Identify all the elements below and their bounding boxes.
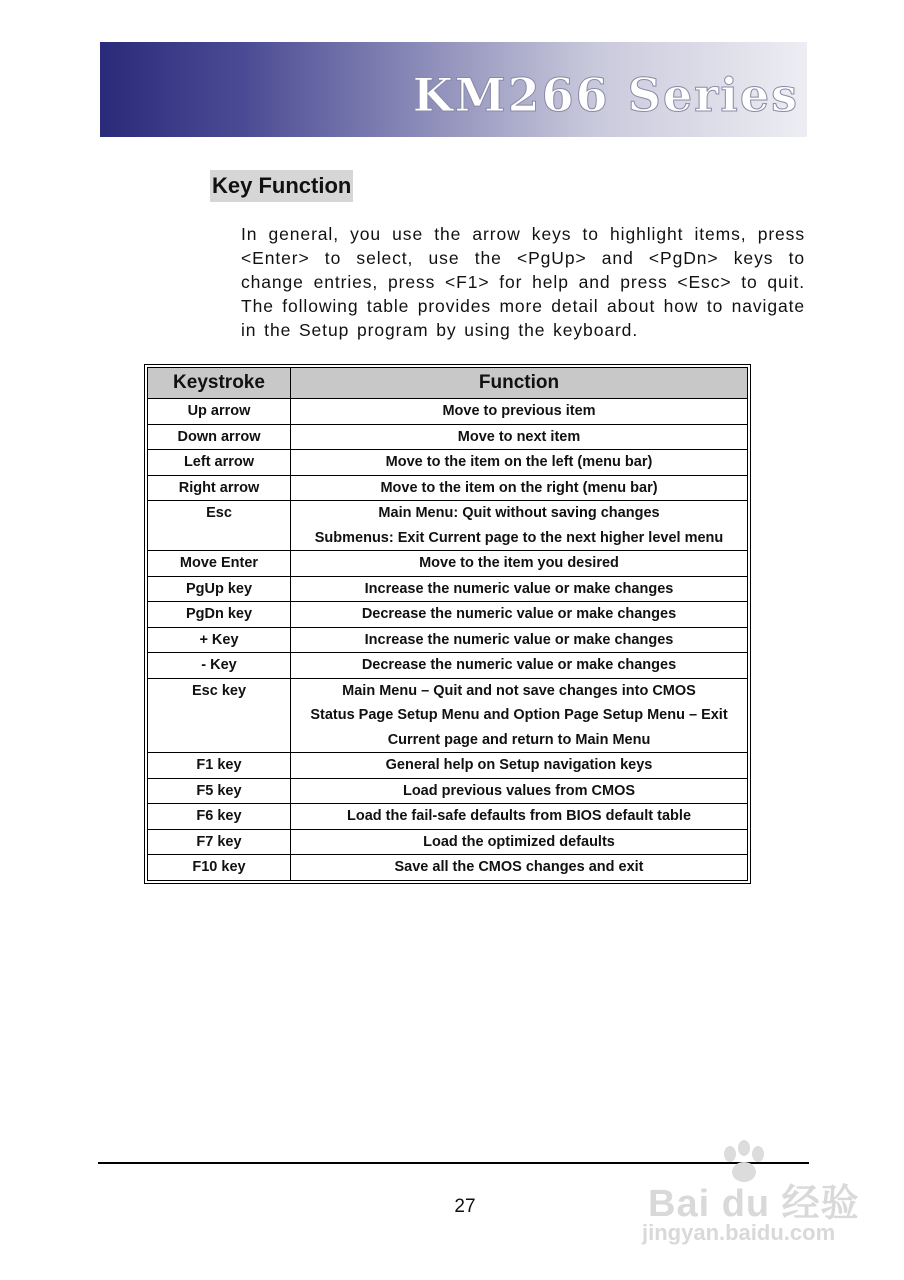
function-cell: Main Menu – Quit and not save changes into CMOS xyxy=(291,678,748,703)
table-row xyxy=(148,424,748,450)
table-row xyxy=(148,804,748,830)
table-row xyxy=(148,399,748,425)
table-row xyxy=(148,475,748,501)
watermark-url: jingyan.baidu.com xyxy=(642,1220,836,1245)
table-row xyxy=(148,753,748,779)
table-row xyxy=(148,855,748,881)
table-row xyxy=(148,627,748,653)
keystroke-cell: Down arrow xyxy=(148,424,291,450)
table-header-row xyxy=(148,368,748,399)
function-cell: Submenus: Exit Current page to the next higher level menu xyxy=(291,526,748,551)
keystroke-cell: PgDn key xyxy=(148,602,291,628)
table-row xyxy=(148,501,748,526)
table-row xyxy=(148,778,748,804)
table-body xyxy=(148,399,748,881)
keystroke-cell: Move Enter xyxy=(148,551,291,577)
table-row xyxy=(148,829,748,855)
table-row xyxy=(148,551,748,577)
function-column-header: Function xyxy=(291,368,748,399)
table-row xyxy=(148,576,748,602)
keystroke-cell: Left arrow xyxy=(148,450,291,476)
function-cell: Decrease the numeric value or make changes xyxy=(291,653,748,679)
keystroke-cell: Esc key xyxy=(148,678,291,753)
header-banner xyxy=(100,42,807,137)
keystroke-cell: + Key xyxy=(148,627,291,653)
keystroke-cell: PgUp key xyxy=(148,576,291,602)
function-cell: Move to the item on the right (menu bar) xyxy=(291,475,748,501)
baidu-watermark xyxy=(640,1140,860,1250)
function-cell: Save all the CMOS changes and exit xyxy=(291,855,748,881)
table-row xyxy=(148,602,748,628)
section-heading: Key Function xyxy=(210,170,353,202)
keystroke-cell: F7 key xyxy=(148,829,291,855)
series-title: KM266 Series xyxy=(412,68,799,122)
page-number: 27 xyxy=(454,1196,476,1217)
function-cell: Load the optimized defaults xyxy=(291,829,748,855)
watermark-main-text: Bai du 经验 xyxy=(648,1183,860,1225)
keystroke-column-header: Keystroke xyxy=(148,368,291,399)
function-cell: Main Menu: Quit without saving changes xyxy=(291,501,748,526)
keystroke-cell: Esc xyxy=(148,501,291,551)
function-cell: Load the fail-safe defaults from BIOS default table xyxy=(291,804,748,830)
function-cell: General help on Setup navigation keys xyxy=(291,753,748,779)
table-row xyxy=(148,678,748,703)
table-row xyxy=(148,653,748,679)
function-cell: Move to next item xyxy=(291,424,748,450)
keystroke-cell: - Key xyxy=(148,653,291,679)
function-cell: Status Page Setup Menu and Option Page Setup Menu – Exit xyxy=(291,703,748,728)
keystroke-cell: F10 key xyxy=(148,855,291,881)
keystroke-cell: Up arrow xyxy=(148,399,291,425)
function-cell: Move to previous item xyxy=(291,399,748,425)
keystroke-cell: F6 key xyxy=(148,804,291,830)
table-row xyxy=(148,450,748,476)
function-cell: Move to the item on the left (menu bar) xyxy=(291,450,748,476)
function-cell: Decrease the numeric value or make changes xyxy=(291,602,748,628)
keystroke-cell: F5 key xyxy=(148,778,291,804)
key-function-table xyxy=(144,364,751,884)
function-cell: Increase the numeric value or make changes xyxy=(291,576,748,602)
function-cell: Current page and return to Main Menu xyxy=(291,728,748,753)
keystroke-cell: F1 key xyxy=(148,753,291,779)
function-cell: Move to the item you desired xyxy=(291,551,748,577)
intro-paragraph: In general, you use the arrow keys to highlight items, press <Enter> to select, use the <PgUp> and <PgDn> keys to change entries, press <F1> for help and press <Esc> to quit. The following table provides more detail about how to navigate in the Setup program by using the keyboard. xyxy=(241,224,805,340)
function-cell: Increase the numeric value or make changes xyxy=(291,627,748,653)
function-cell: Load previous values from CMOS xyxy=(291,778,748,804)
keystroke-cell: Right arrow xyxy=(148,475,291,501)
